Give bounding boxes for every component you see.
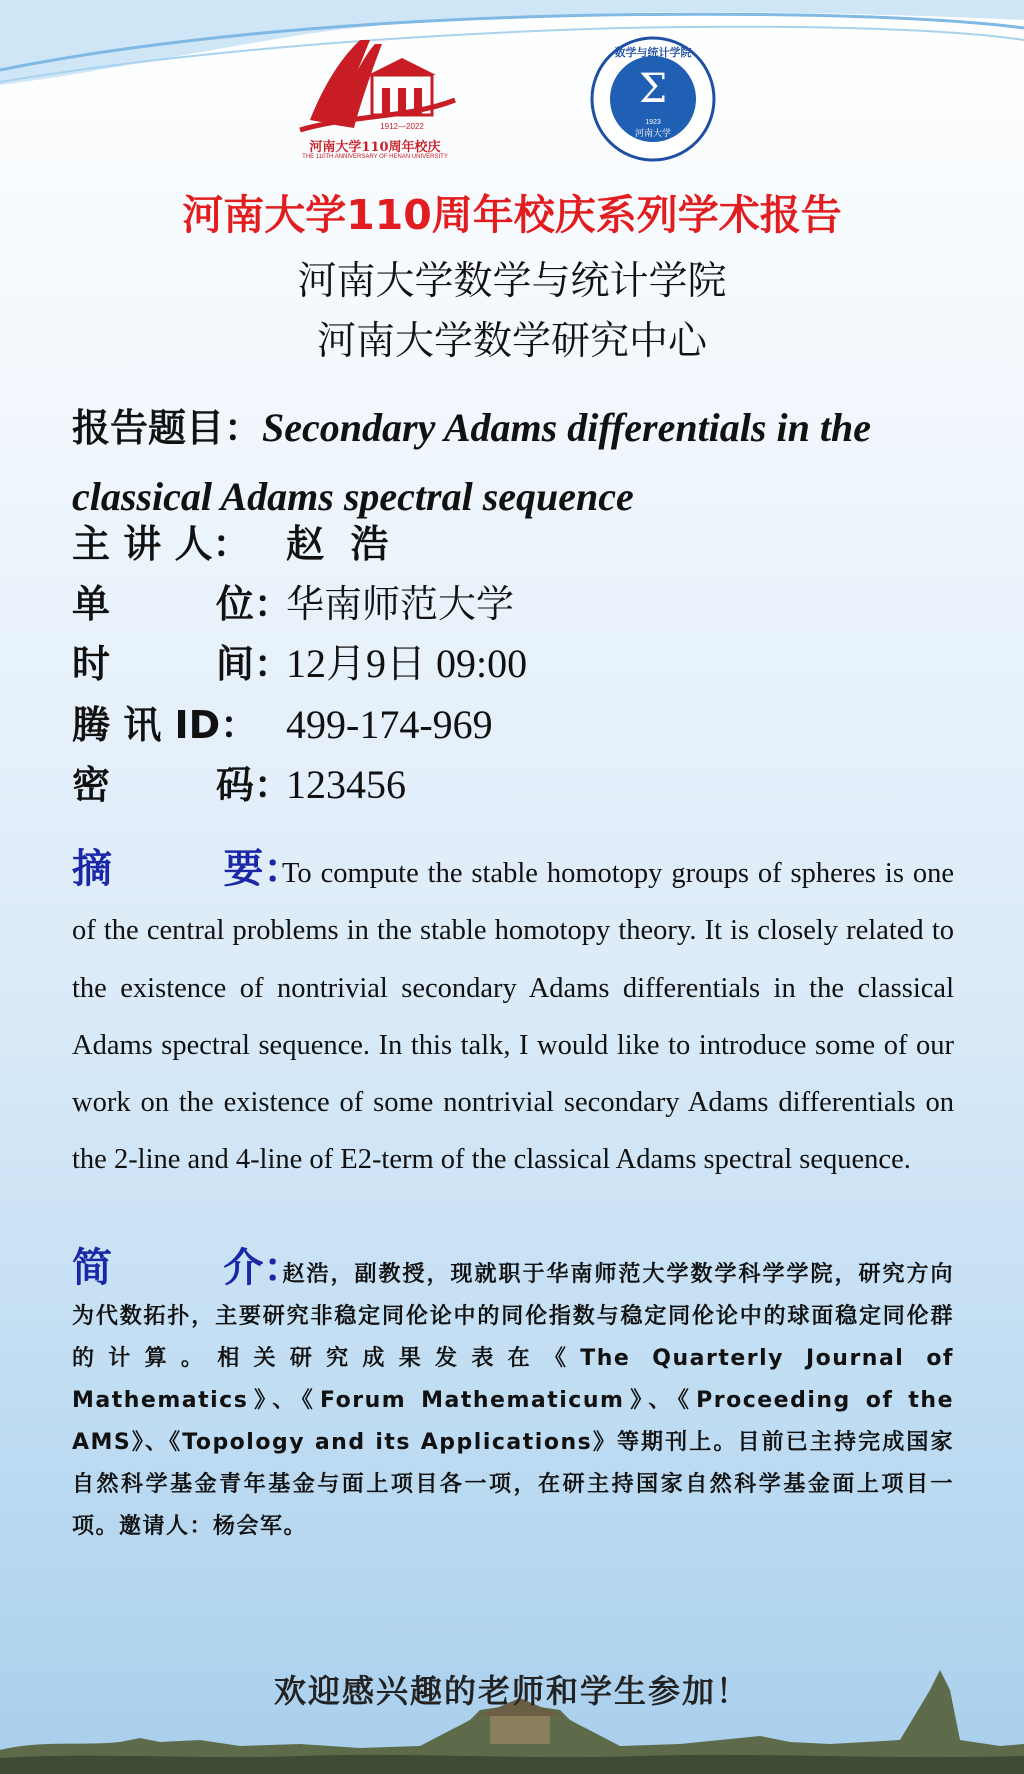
page-title: 河南大学110周年校庆系列学术报告 <box>182 191 842 239</box>
svg-text:Σ: Σ <box>638 66 668 112</box>
logo-bar <box>0 30 1024 170</box>
password-row <box>72 757 406 813</box>
svg-text:1912—2022: 1912—2022 <box>380 122 424 131</box>
anniversary-caption: 河南大学110周年校庆 <box>309 140 441 155</box>
organizer-2: 河南大学数学研究中心 <box>316 319 707 364</box>
abstract-label: 摘 要： <box>72 846 304 892</box>
abstract-text: To compute the stable homotopy groups of spheres is one of the central problems in the stable homotopy theory. It is closely related to the existence of nontrivial secondary Adams differentials in the classical Adams spectral sequence. In this talk, I would like to introduce some of our work on the existence of some nontrivial secondary Adams differentials on the 2-line and 4-line of E2-term of the classical Adams spectral sequence. <box>72 858 954 1176</box>
svg-text:1923: 1923 <box>645 119 661 126</box>
bio-text: 赵浩，副教授，现就职于华南师范大学数学科学学院，研究方向为代数拓扑，主要研究非稳定同伦论中的同伦指数与稳定同伦论中的球面稳定同伦群的计算。相关研究成果发表在《The Quarterly Journal of Mathematics》、《Forum Mathematicum》、《Proceeding of the AMS》、《Topology and its Applications》等期刊上。目前已主持完成国家自然科学基金青年基金与面上项目各一项，在研主持国家自然科学基金面上项目一项。邀请人：杨会军。 <box>72 1262 954 1539</box>
school-emblem-icon <box>590 36 716 162</box>
unit-value: 华南师范大学 <box>286 582 515 626</box>
svg-text:河南大学: 河南大学 <box>634 129 672 139</box>
organizer-1: 河南大学数学与统计学院 <box>297 259 727 304</box>
bio-section <box>72 1247 954 1548</box>
topic-value: Secondary Adams differentials in the classical Adams spectral sequence <box>72 405 871 519</box>
topic-label: 报告题目： <box>72 406 263 450</box>
time-value: 12月9日 09:00 <box>286 641 528 686</box>
time-row <box>72 636 527 692</box>
speaker-row <box>72 516 388 572</box>
speaker-label: 主 讲 人： <box>72 522 251 566</box>
svg-text:数学与统计学院: 数学与统计学院 <box>614 46 692 59</box>
time-label: 时 间： <box>72 642 292 686</box>
anniversary-subcaption: THE 110TH ANNIVERSARY OF HENAN UNIVERSITY <box>302 154 448 160</box>
unit-row <box>72 576 514 632</box>
abstract-section <box>72 841 954 1189</box>
tencent-id-label: 腾 讯 ID： <box>72 703 259 747</box>
speaker-value: 赵 浩 <box>286 522 389 566</box>
tencent-id-value: 499-174-969 <box>286 702 493 747</box>
password-label: 密 码： <box>72 763 292 807</box>
bio-label: 简 介： <box>72 1245 304 1291</box>
password-value: 123456 <box>286 762 406 807</box>
welcome-message: 欢迎感兴趣的老师和学生参加！ <box>273 1672 750 1710</box>
unit-label: 单 位： <box>72 582 292 626</box>
tencent-id-row <box>72 697 493 753</box>
